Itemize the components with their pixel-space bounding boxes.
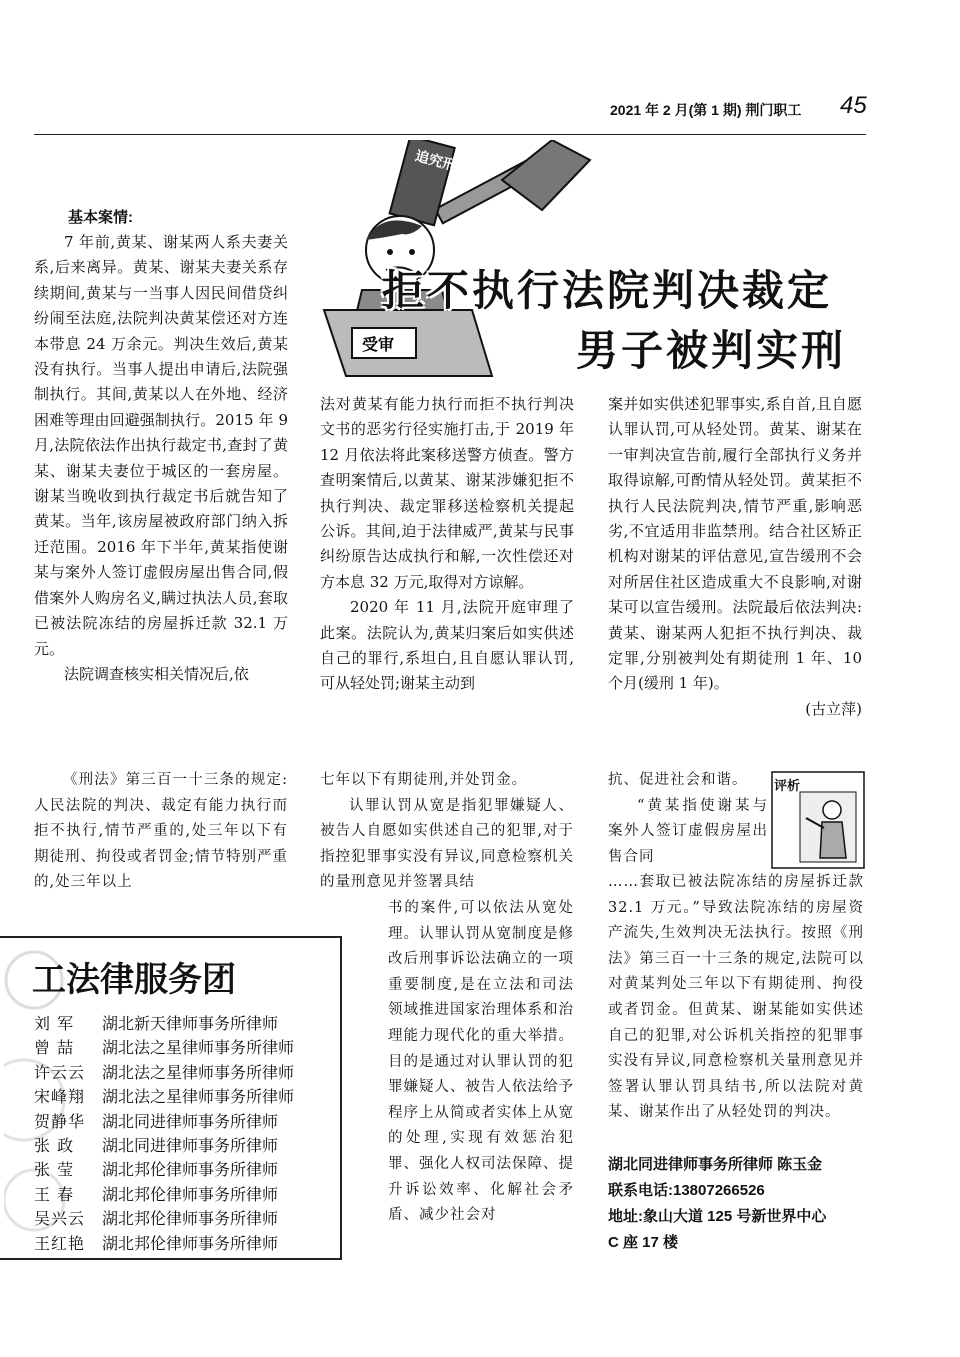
member-name: 曾 喆 — [34, 1038, 75, 1058]
member-firm: 湖北同进律师事务所律师 — [102, 1136, 279, 1156]
legal-paragraph: 抗、促进社会和谐。 — [608, 772, 748, 788]
legal-paragraph: 认罪认罚从宽是指犯罪嫌疑人、被告人自愿如实供述自己的犯罪,对于指控犯罪事实没有异议,同意检察机关的量刑意见并签署具结 — [320, 797, 574, 891]
legal-team-members — [34, 1012, 294, 1256]
contact-address: 地址:象山大道 125 号新世界中心 — [608, 1208, 827, 1225]
hammer-text: 追究刑责 — [413, 148, 472, 179]
member-name: 贺静华 — [34, 1111, 86, 1131]
member-name: 吴兴云 — [34, 1209, 86, 1229]
article-column-2 — [320, 392, 574, 697]
legal-team-title: 工法律服务团 — [32, 960, 236, 1000]
member-name: 王红艳 — [34, 1233, 86, 1253]
article-paragraph: 法对黄某有能力执行而拒不执行判决文书的恶劣行径实施打击,于 2019 年 12 月依法将此案移送警方侦查。警方查明案情后,以黄某、谢某涉嫌犯拒不执行判决、裁定罪移送检察机关提起公诉。其间,迫于法律威严,黄某与民事纠纷原告达成执行和解,一次性偿还对方本息 32 万元,取得对方谅解。 — [320, 395, 574, 591]
member-firm: 湖北法之星律师事务所律师 — [102, 1087, 295, 1107]
member-name: 张 政 — [34, 1136, 75, 1156]
legal-column-3-rest — [608, 870, 864, 1126]
member-firm: 湖北法之星律师事务所律师 — [102, 1038, 295, 1058]
member-firm: 湖北法之星律师事务所律师 — [102, 1062, 295, 1082]
article-title-line1: 拒不执行法院判决裁定 — [382, 266, 833, 315]
article-paragraph: 法院调查核实相关情况后,依 — [64, 664, 249, 683]
page-number: 45 — [840, 92, 867, 119]
member-row — [34, 1158, 294, 1182]
contact-block — [608, 1152, 868, 1256]
desk-text: 受审 — [362, 335, 395, 354]
article-column-3 — [608, 392, 862, 723]
header-rule — [34, 134, 866, 135]
member-row — [34, 1207, 294, 1231]
legal-column-2-bottom — [388, 896, 574, 1229]
member-firm: 湖北邦伦律师事务所律师 — [102, 1184, 279, 1204]
article-title-line2: 男子被判实刑 — [576, 326, 847, 375]
legal-column-3-top — [608, 768, 768, 870]
legal-paragraph: ……套取已被法院冻结的房屋拆迁款 32.1 万元。”导致法院冻结的房屋资产流失,生效判决无法执行。按照《刑法》第三百一十三条的规定,法院可以对黄某判处三年以下有期徒刑、拘役或者罚金。但黄某、谢某能如实供述自己的犯罪,对公诉机关指控的犯罪事实没有异议,同意检察机关量刑意见并签署认罪认罚具结书,所以法院对黄某、谢某作出了从轻处罚的判决。 — [608, 874, 864, 1121]
article-author: (古立萍) — [805, 699, 862, 718]
member-row — [34, 1085, 294, 1109]
member-row — [34, 1232, 294, 1256]
member-firm: 湖北同进律师事务所律师 — [102, 1111, 279, 1131]
legal-column-1 — [34, 768, 288, 896]
member-name: 许云云 — [34, 1062, 86, 1082]
contact-address-2: C 座 17 楼 — [608, 1234, 679, 1251]
article-paragraph: 2020 年 11 月,法院开庭审理了此案。法院认为,黄某归案后如实供述自己的罪行,系坦白,且自愿认罪认罚,可从轻处罚;谢某主动到 — [320, 598, 574, 693]
article-subhead: 基本案情: — [68, 209, 133, 226]
member-name: 宋峰翔 — [34, 1087, 86, 1107]
member-name: 张 莹 — [34, 1160, 75, 1180]
article-column-1 — [34, 230, 288, 687]
member-row — [34, 1134, 294, 1158]
member-name: 王 春 — [34, 1184, 75, 1204]
issue-label: 2021 年 2 月(第 1 期) 荆门职工 — [610, 102, 802, 118]
contact-phone: 联系电话:13807266526 — [608, 1182, 765, 1199]
contact-lawyer: 湖北同进律师事务所律师 陈玉金 — [608, 1156, 823, 1173]
legal-paragraph: “黄某指使谢某与案外人签订虚假房屋出售合同 — [608, 797, 768, 865]
article-paragraph: 案并如实供述犯罪事实,系自首,且自愿认罪认罚,可从轻处罚。黄某、谢某在一审判决宣告前,履行全部执行义务并取得谅解,可酌情从轻处罚。黄某拒不执行人民法院判决,情节严重,影响恶劣,不宜适用非监禁刑。结合社区矫正机构对谢某的评估意见,宣告缓刑不会对所居住社区造成重大不良影响,对谢某可以宣告缓刑。法院最后依法判决:黄某、谢某两人犯拒不执行判决、裁定罪,分别被判处有期徒刑 1 年、10 个月(缓刑 1 年)。 — [608, 395, 862, 693]
commentary-badge: 评析 — [774, 778, 801, 793]
member-row — [34, 1110, 294, 1134]
member-firm: 湖北新天律师事务所律师 — [102, 1014, 279, 1033]
legal-paragraph: 七年以下有期徒刑,并处罚金。 — [320, 772, 528, 788]
legal-paragraph: 《刑法》第三百一十三条的规定:人民法院的判决、裁定有能力执行而拒不执行,情节严重的,处三年以下有期徒刑、拘役或者罚金;情节特别严重的,处三年以上 — [34, 772, 288, 891]
legal-paragraph: 书的案件,可以依法从宽处理。认罪认罚从宽制度是修改后刑事诉讼法确立的一项重要制度,是在立法和司法领域推进国家治理体系和治理能力现代化的重大举措。目的是通过对认罪认罚的犯罪嫌疑人、被告人依法给予程序上从简或者实体上从宽的处理,实现有效惩治犯罪、强化人权司法保障、提升诉讼效率、化解社会矛盾、减少社会对 — [388, 900, 574, 1224]
member-row — [34, 1036, 294, 1060]
page-header — [610, 92, 870, 120]
member-row — [34, 1061, 294, 1085]
article-paragraph: 7 年前,黄某、谢某两人系夫妻关系,后来离异。黄某、谢某夫妻关系存续期间,黄某与一当事人因民间借贷纠纷闹至法庭,法院判决黄某偿还对方连本带息 24 万余元。判决生效后,黄某没有执行。当事人提出申请后,法院强制执行。其间,黄某以人在外地、经济困难等理由回避强制执行。2015 年 9 月,法院依法作出执行裁定书,查封了黄某、谢某夫妻位于城区的一套房屋。谢某当晚收到执行裁定书后就告知了黄某。当年,该房屋被政府部门纳入拆迁范围。2016 年下半年,黄某指使谢某与案外人签订虚假房屋出售合同,假借案外人购房名义,瞒过执法人员,套取已被法院冻结的房屋拆迁款 32.1 万元。 — [34, 233, 288, 658]
member-name: 刘 军 — [34, 1014, 75, 1033]
member-row — [34, 1183, 294, 1207]
member-row — [34, 1012, 294, 1036]
member-firm: 湖北邦伦律师事务所律师 — [102, 1160, 279, 1180]
legal-column-2-top — [320, 768, 574, 896]
member-firm: 湖北邦伦律师事务所律师 — [102, 1209, 279, 1229]
member-firm: 湖北邦伦律师事务所律师 — [102, 1233, 279, 1253]
